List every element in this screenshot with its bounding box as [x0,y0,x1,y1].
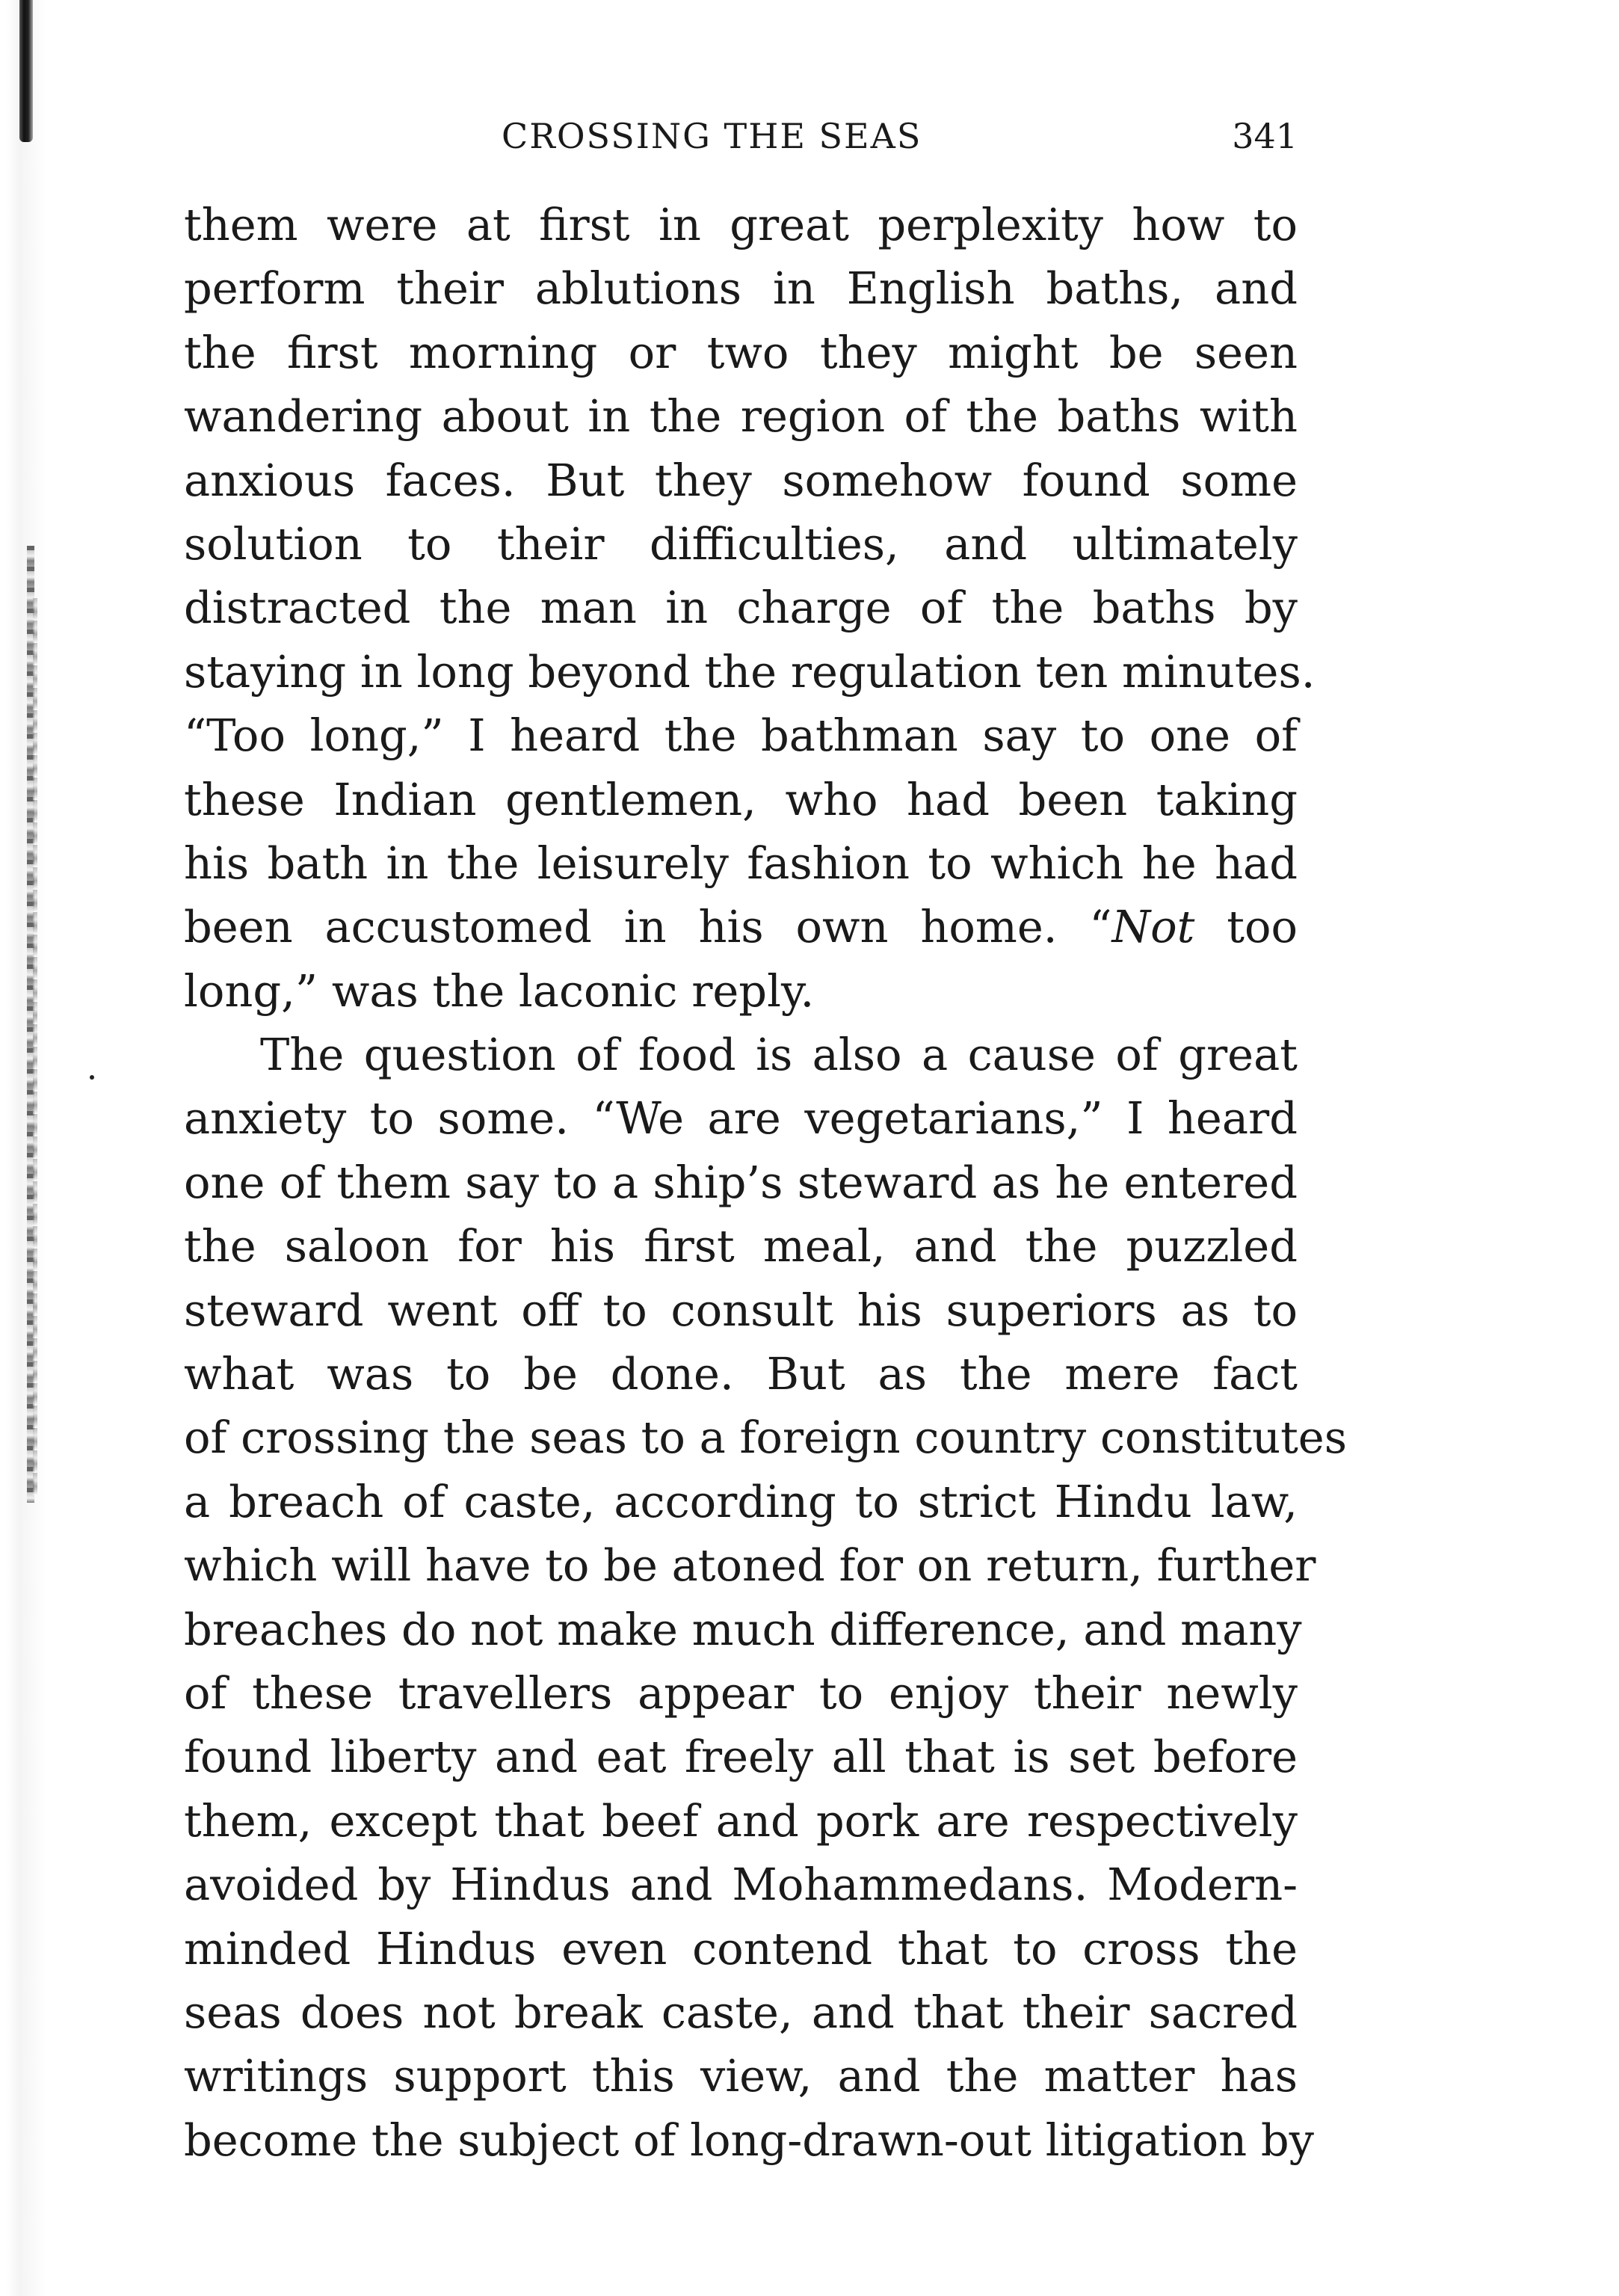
text-line: his bath in the leisurely fashion to which he had [184,837,1298,889]
text-line: staying in long beyond the regulation ten minutes. [184,645,1316,698]
text-line: writings support this view, and the matter has [184,2050,1298,2102]
text-line: anxious faces. But they somehow found some [184,454,1298,506]
text-line: wandering about in the region of the baths with [184,390,1298,443]
italic-word: Not [1111,901,1195,953]
text-line: breaches do not make much difference, and many [184,1603,1302,1655]
binding-shadow [33,598,37,1495]
text-line: the first morning or two they might be seen [184,326,1298,378]
text-line: steward went off to consult his superiors as to [184,1284,1298,1336]
text-line: anxiety to some. “We are vegetarians,” I heard [184,1092,1298,1145]
text-line: perform their ablutions in English baths, and [184,262,1298,315]
binding-mark [19,0,33,142]
text-line [184,895,1298,958]
running-title: CROSSING THE SEAS [502,116,922,156]
text-line: seas does not break caste, and that their sacred [184,1986,1298,2038]
text-line: The question of food is also a cause of great [260,1029,1298,1081]
text-line: minded Hindus even contend that to cross the [184,1922,1298,1975]
ink-speck [90,1075,94,1080]
text-line: of crossing the seas to a foreign country constitutes [184,1412,1347,1464]
running-head [184,112,1298,160]
text-line: them, except that beef and pork are respectively [184,1794,1298,1847]
text-line: the saloon for his first meal, and the puzzled [184,1220,1298,1272]
text-line: solution to their difficulties, and ultimately [184,517,1298,570]
binding-edge [0,0,46,2296]
text-segment: been accustomed in his own home. “ [184,901,1112,953]
page-number: 341 [1232,116,1298,156]
body-text [184,193,1347,2172]
text-line: these Indian gentlemen, who had been taking [184,773,1298,825]
text-line: what was to be done. But as the mere fact [184,1348,1298,1400]
text-line: long,” was the laconic reply. [184,964,815,1017]
text-line: of these travellers appear to enjoy their newly [184,1666,1298,1719]
text-line: a breach of caste, according to strict Hindu law, [184,1475,1298,1527]
text-line: “Too long,” I heard the bathman say to one of [184,710,1298,762]
text-line: avoided by Hindus and Mohammedans. Modern- [184,1859,1298,1911]
text-line: which will have to be atoned for on return, further [184,1539,1316,1592]
text-line: found liberty and eat freely all that is set before [184,1731,1298,1783]
text-line: distracted the man in charge of the baths by [184,582,1298,634]
text-line: them were at first in great perplexity how to [184,199,1298,250]
text-line: one of them say to a ship’s steward as he entered [184,1156,1298,1208]
text-segment: too [1194,901,1298,953]
text-line: become the subject of long-drawn-out litigation by [184,2114,1314,2166]
